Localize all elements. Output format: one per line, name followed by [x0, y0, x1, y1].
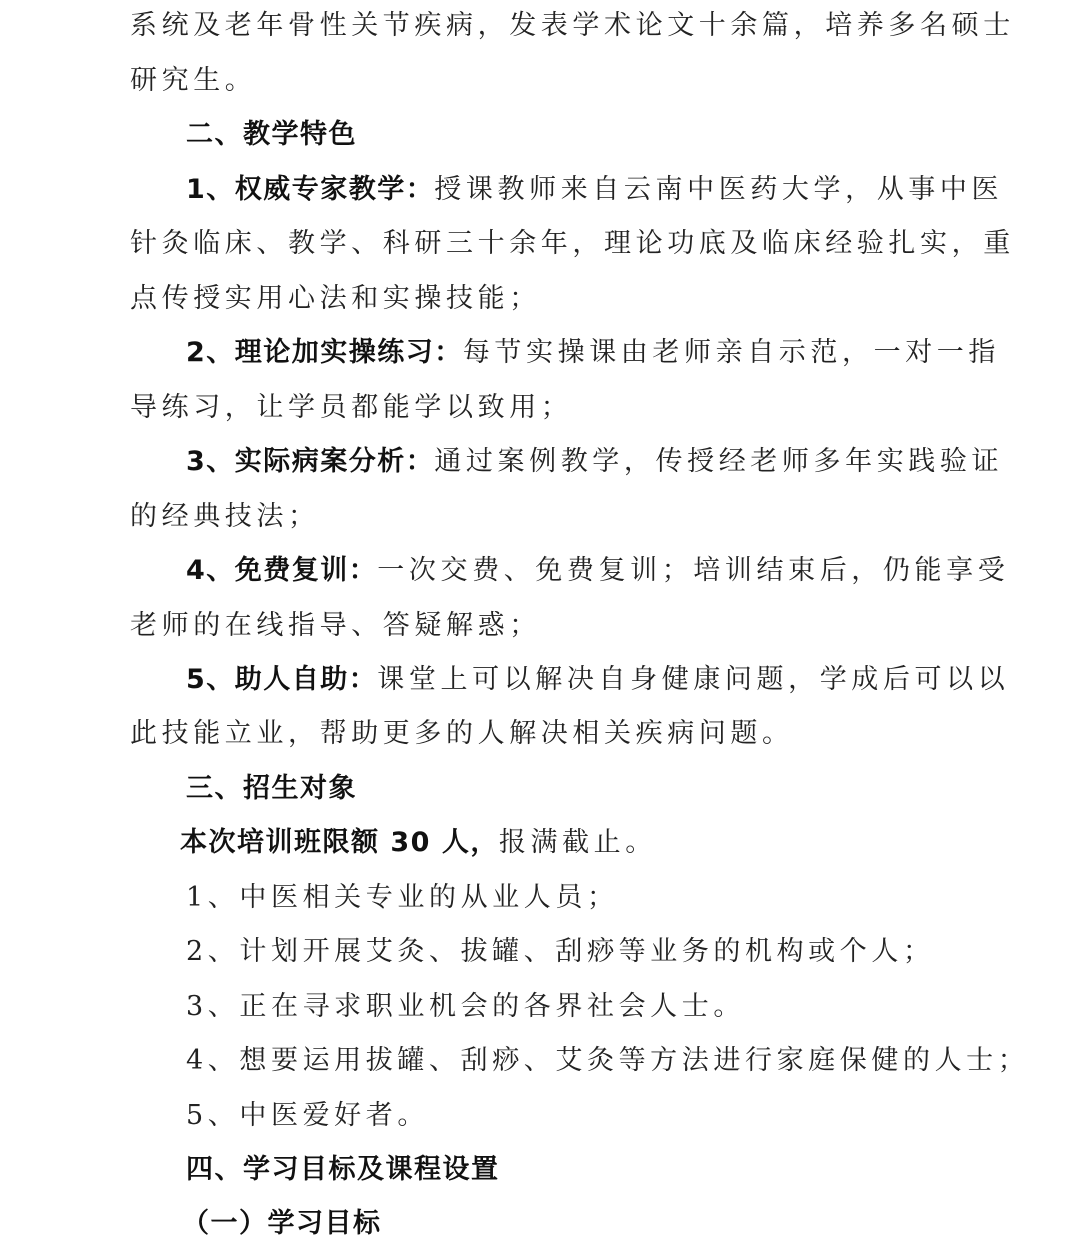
feature-item-5-cont-1: 此技能立业，帮助更多的人解决相关疾病问题。 [130, 718, 794, 749]
feature-item-1-cont-1: 针灸临床、教学、科研三十余年，理论功底及临床经验扎实，重 [130, 228, 1015, 259]
feature-item-3 [186, 444, 1003, 480]
audience-item-2: 2、计划开展艾灸、拔罐、刮痧等业务的机构或个人； [186, 936, 935, 967]
intro-line-2: 研究生。 [130, 65, 257, 96]
feature-item-3-text: 通过案例教学，传授经老师多年实践验证 [434, 446, 1004, 477]
feature-item-5 [186, 662, 1009, 698]
feature-item-3-lead: 3、实际病案分析： [186, 446, 435, 477]
audience-item-1: 1、中医相关专业的从业人员； [186, 882, 619, 913]
section-4-subheading: （一）学习目标 [182, 1208, 382, 1239]
quota-line [180, 825, 657, 861]
feature-item-2-cont-1: 导练习，让学员都能学以致用； [130, 392, 573, 423]
feature-item-2 [186, 335, 1000, 371]
section-3-heading: 三、招生对象 [186, 773, 357, 804]
quota-rest: 报满截止。 [498, 827, 657, 858]
feature-item-2-text: 每节实操课由老师亲自示范，一对一指 [462, 337, 1000, 368]
feature-item-2-lead: 2、理论加实操练习： [186, 337, 463, 368]
feature-item-5-lead: 5、助人自助： [186, 664, 378, 695]
quota-bold: 本次培训班限额 30 人， [180, 827, 499, 858]
audience-item-5: 5、中医爱好者。 [186, 1100, 429, 1131]
feature-item-1-text: 授课教师来自云南中医药大学，从事中医 [434, 174, 1004, 205]
feature-item-4 [186, 553, 1009, 589]
feature-item-1 [186, 172, 1003, 208]
feature-item-1-lead: 1、权威专家教学： [186, 174, 435, 205]
feature-item-4-cont-1: 老师的在线指导、答疑解惑； [130, 610, 541, 641]
intro-line-1: 系统及老年骨性关节疾病，发表学术论文十余篇，培养多名硕士 [130, 10, 1015, 41]
feature-item-4-lead: 4、免费复训： [186, 555, 378, 586]
audience-item-4: 4、想要运用拔罐、刮痧、艾灸等方法进行家庭保健的人士； [186, 1045, 1030, 1076]
feature-item-3-cont-1: 的经典技法； [130, 501, 320, 532]
feature-item-4-text: 一次交费、免费复训；培训结束后，仍能享受 [377, 555, 1010, 586]
section-2-heading: 二、教学特色 [186, 119, 357, 150]
audience-item-3: 3、正在寻求职业机会的各界社会人士。 [186, 991, 745, 1022]
feature-item-1-cont-2: 点传授实用心法和实操技能； [130, 283, 541, 314]
feature-item-5-text: 课堂上可以解决自身健康问题，学成后可以以 [377, 664, 1010, 695]
section-4-heading: 四、学习目标及课程设置 [186, 1154, 500, 1185]
